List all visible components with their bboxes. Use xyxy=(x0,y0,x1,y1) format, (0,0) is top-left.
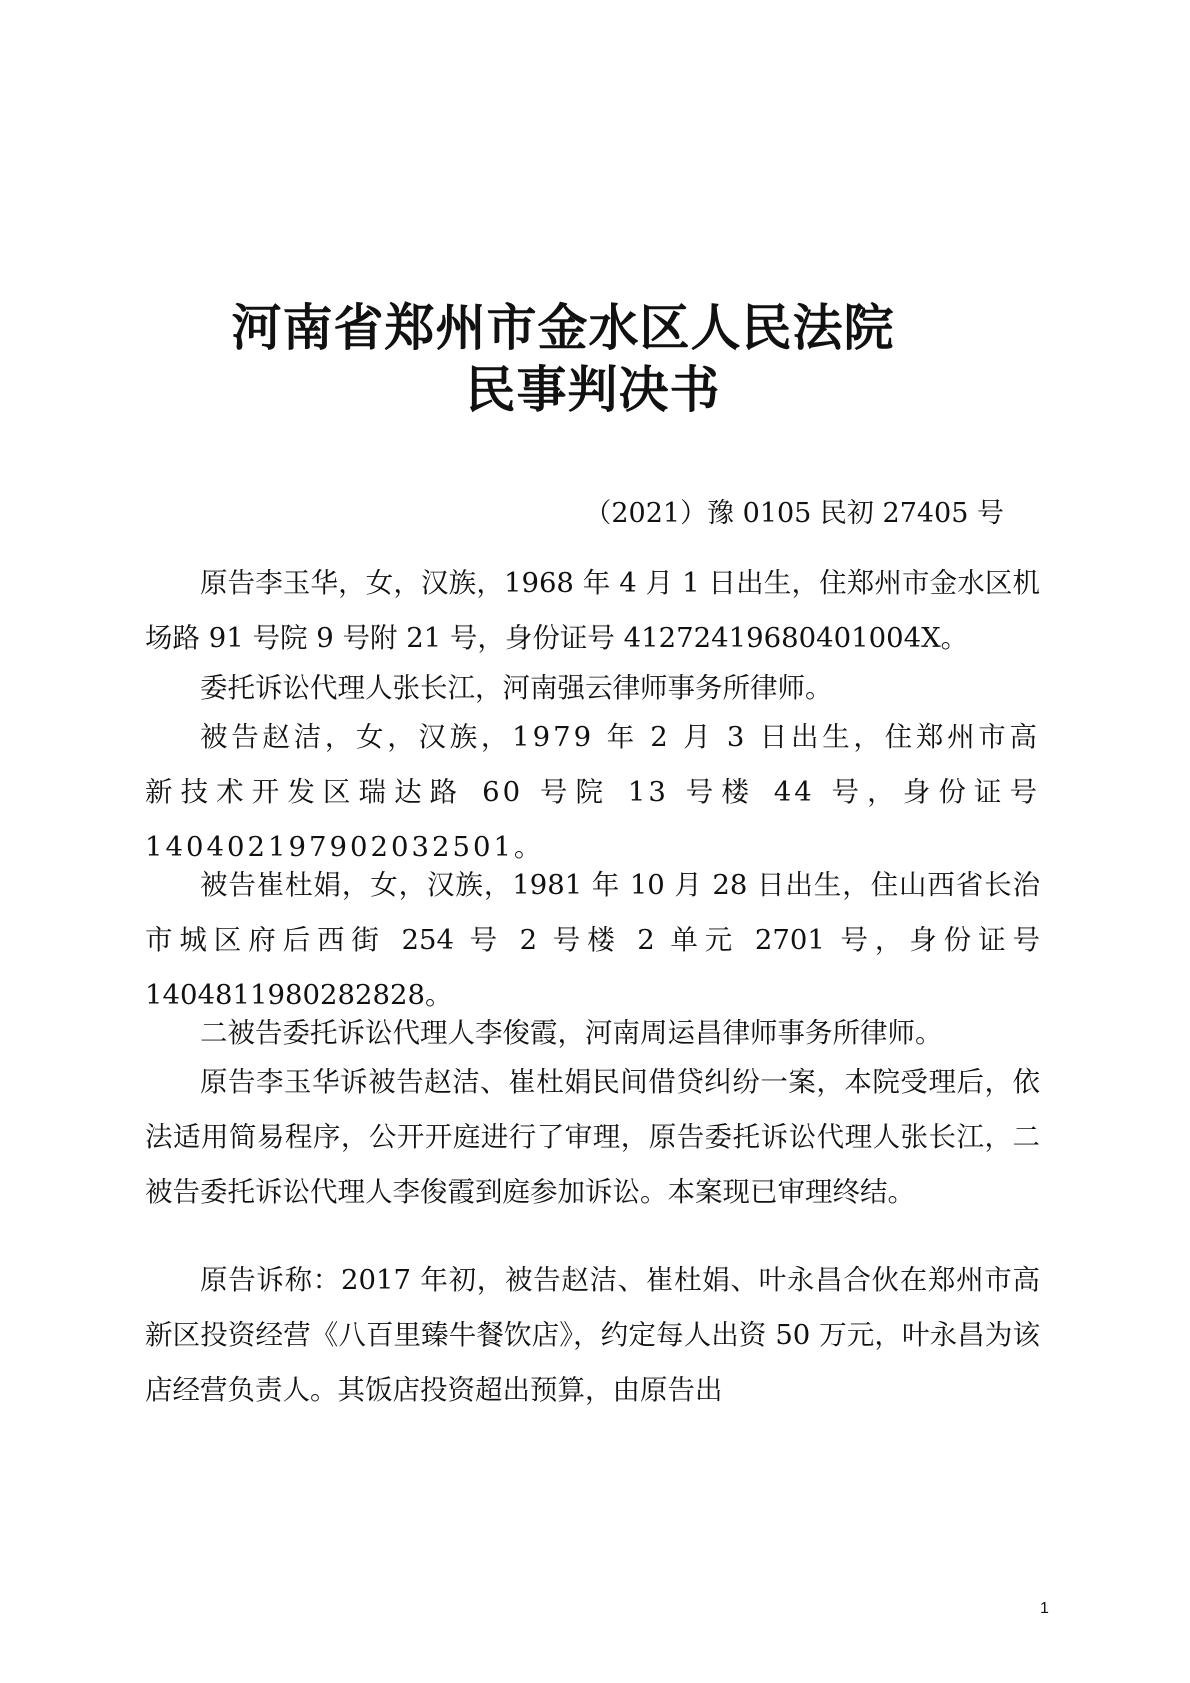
defendants-agent-paragraph: 二被告委托诉讼代理人李俊霞，河南周运昌律师事务所律师。 xyxy=(200,1017,943,1049)
plaintiff-agent-paragraph: 委托诉讼代理人张长江，河南强云律师事务所律师。 xyxy=(200,672,833,704)
plaintiff-info-paragraph: 原告李玉华，女，汉族，1968 年 4 月 1 日出生，住郑州市金水区机场路 91 号院 9 号附 21 号，身份证号 41272419680401004X。 xyxy=(145,567,1040,654)
page-number: 1 xyxy=(1040,1600,1049,1617)
case-procedure-paragraph: 原告李玉华诉被告赵洁、崔杜娟民间借贷纠纷一案，本院受理后，依法适用简易程序，公开开庭进行了审理，原告委托诉讼代理人张长江，二被告委托诉讼代理人李俊霞到庭参加诉讼。本案现已审理终结。 xyxy=(145,1066,1040,1208)
plaintiff-claim-paragraph: 原告诉称：2017 年初，被告赵洁、崔杜娟、叶永昌合伙在郑州市高新区投资经营《八百里臻牛餐饮店》，约定每人出资 50 万元，叶永昌为该店经营负责人。其饭店投资超出预算，由原告出 xyxy=(145,1264,1040,1406)
defendant-zhao-paragraph: 被告赵洁，女，汉族，1979 年 2 月 3 日出生，住郑州市高新技术开发区瑞达路 60 号院 13 号楼 44 号，身份证号 140402197902032501。 xyxy=(145,721,1040,863)
document-type-title: 民事判决书 xyxy=(465,360,721,419)
case-number: （2021）豫 0105 民初 27405 号 xyxy=(584,498,1004,529)
court-name-title: 河南省郑州市金水区人民法院 xyxy=(231,298,895,357)
defendant-cui-paragraph: 被告崔杜娟，女，汉族，1981 年 10 月 28 日出生，住山西省长治市城区府后西街 254 号 2 号楼 2 单元 2701 号，身份证号 1404811980282828。 xyxy=(145,869,1040,1011)
